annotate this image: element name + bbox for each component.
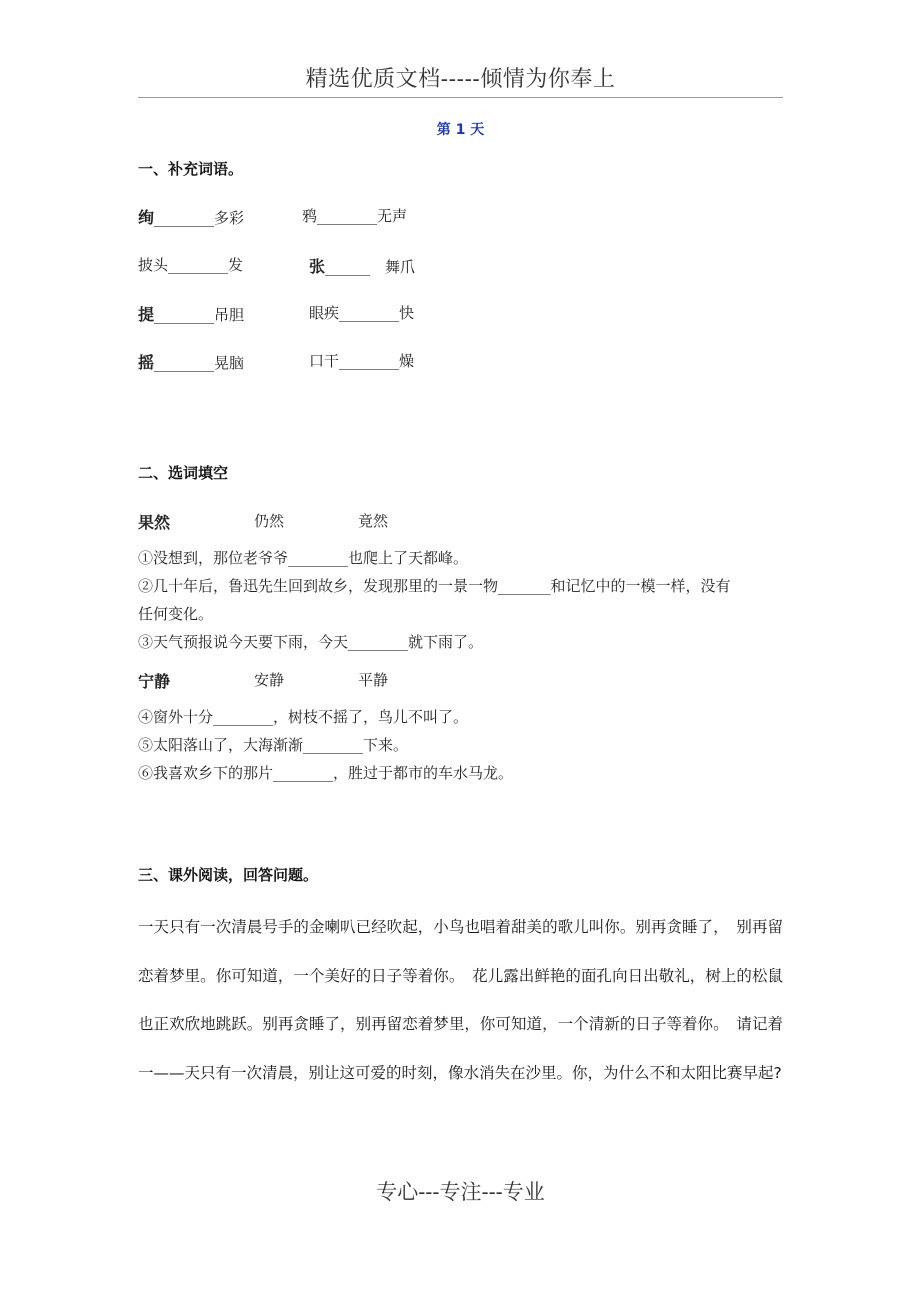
word-lead-char: 绚 <box>138 208 155 227</box>
word-item <box>309 254 415 277</box>
fill-item: ④窗外十分________，树枝不摇了，鸟儿不叫了。 <box>138 708 469 726</box>
page-header: 精选优质文档-----倾情为你奉上 <box>305 67 616 92</box>
page-footer: 专心---专注---专业 <box>376 1180 545 1204</box>
section2-heading: 二、选词填空 <box>138 464 229 482</box>
word-rest: ________晃脑 <box>154 354 245 372</box>
word-item <box>138 350 244 373</box>
fill-item: ⑥我喜欢乡下的那片________，胜过于都市的车水马龙。 <box>138 764 514 782</box>
header-divider <box>138 97 783 98</box>
word-item: 口干________燥 <box>309 352 415 370</box>
word-item: 披头________发 <box>138 256 244 274</box>
word-choice: 平静 <box>358 671 389 689</box>
word-item: 眼疾________快 <box>309 304 415 322</box>
word-choice: 仍然 <box>254 512 285 530</box>
word-lead-char: 摇 <box>138 353 155 372</box>
word-rest: ______ 舞爪 <box>325 258 416 276</box>
word-choice: 果然 <box>138 513 171 532</box>
word-item <box>138 302 244 325</box>
word-choice: 竟然 <box>358 512 389 530</box>
fill-item: ⑤太阳落山了，大海渐渐________下来。 <box>138 736 409 754</box>
fill-item: ②几十年后，鲁迅先生回到故乡，发现那里的一景一物_______和记忆中的一模一样，没有 <box>138 577 731 595</box>
fill-item: ③天气预报说今天要下雨，今天________就下雨了。 <box>138 633 484 651</box>
reading-passage: 一天只有一次清晨号手的金喇叭已经吹起，小鸟也唱着甜美的歌儿叫你。别再贪睡了， 别再留恋着梦里。你可知道，一个美好的日子等着你。 花儿露出鲜艳的面孔向日出敬礼，树上的松鼠也正欢欣地跳跃。别再贪睡了，别再留恋着梦里，你可知道，一个清新的日子等着你。 请记着一——天只有一次清晨，别让这可爱的时刻，像水消失在沙里。你，为什么不和太阳比赛早起? <box>138 918 783 1082</box>
word-lead-char: 提 <box>138 305 155 324</box>
word-rest: ________吊胆 <box>154 306 245 324</box>
day-title: 第 1 天 <box>436 122 485 138</box>
word-choice: 宁静 <box>138 672 171 691</box>
section3-heading: 三、课外阅读，回答问题。 <box>138 866 319 884</box>
fill-item: ①没想到，那位老爷爷________也爬上了天都峰。 <box>138 549 469 567</box>
word-lead-char: 张 <box>309 257 326 276</box>
word-choice: 安静 <box>254 671 285 689</box>
section1-heading: 一、补充词语。 <box>138 160 244 178</box>
word-item <box>138 205 244 228</box>
word-rest: ________多彩 <box>154 209 245 227</box>
word-item: 鸦________无声 <box>302 207 408 225</box>
fill-item-continued: 任何变化。 <box>138 605 214 623</box>
